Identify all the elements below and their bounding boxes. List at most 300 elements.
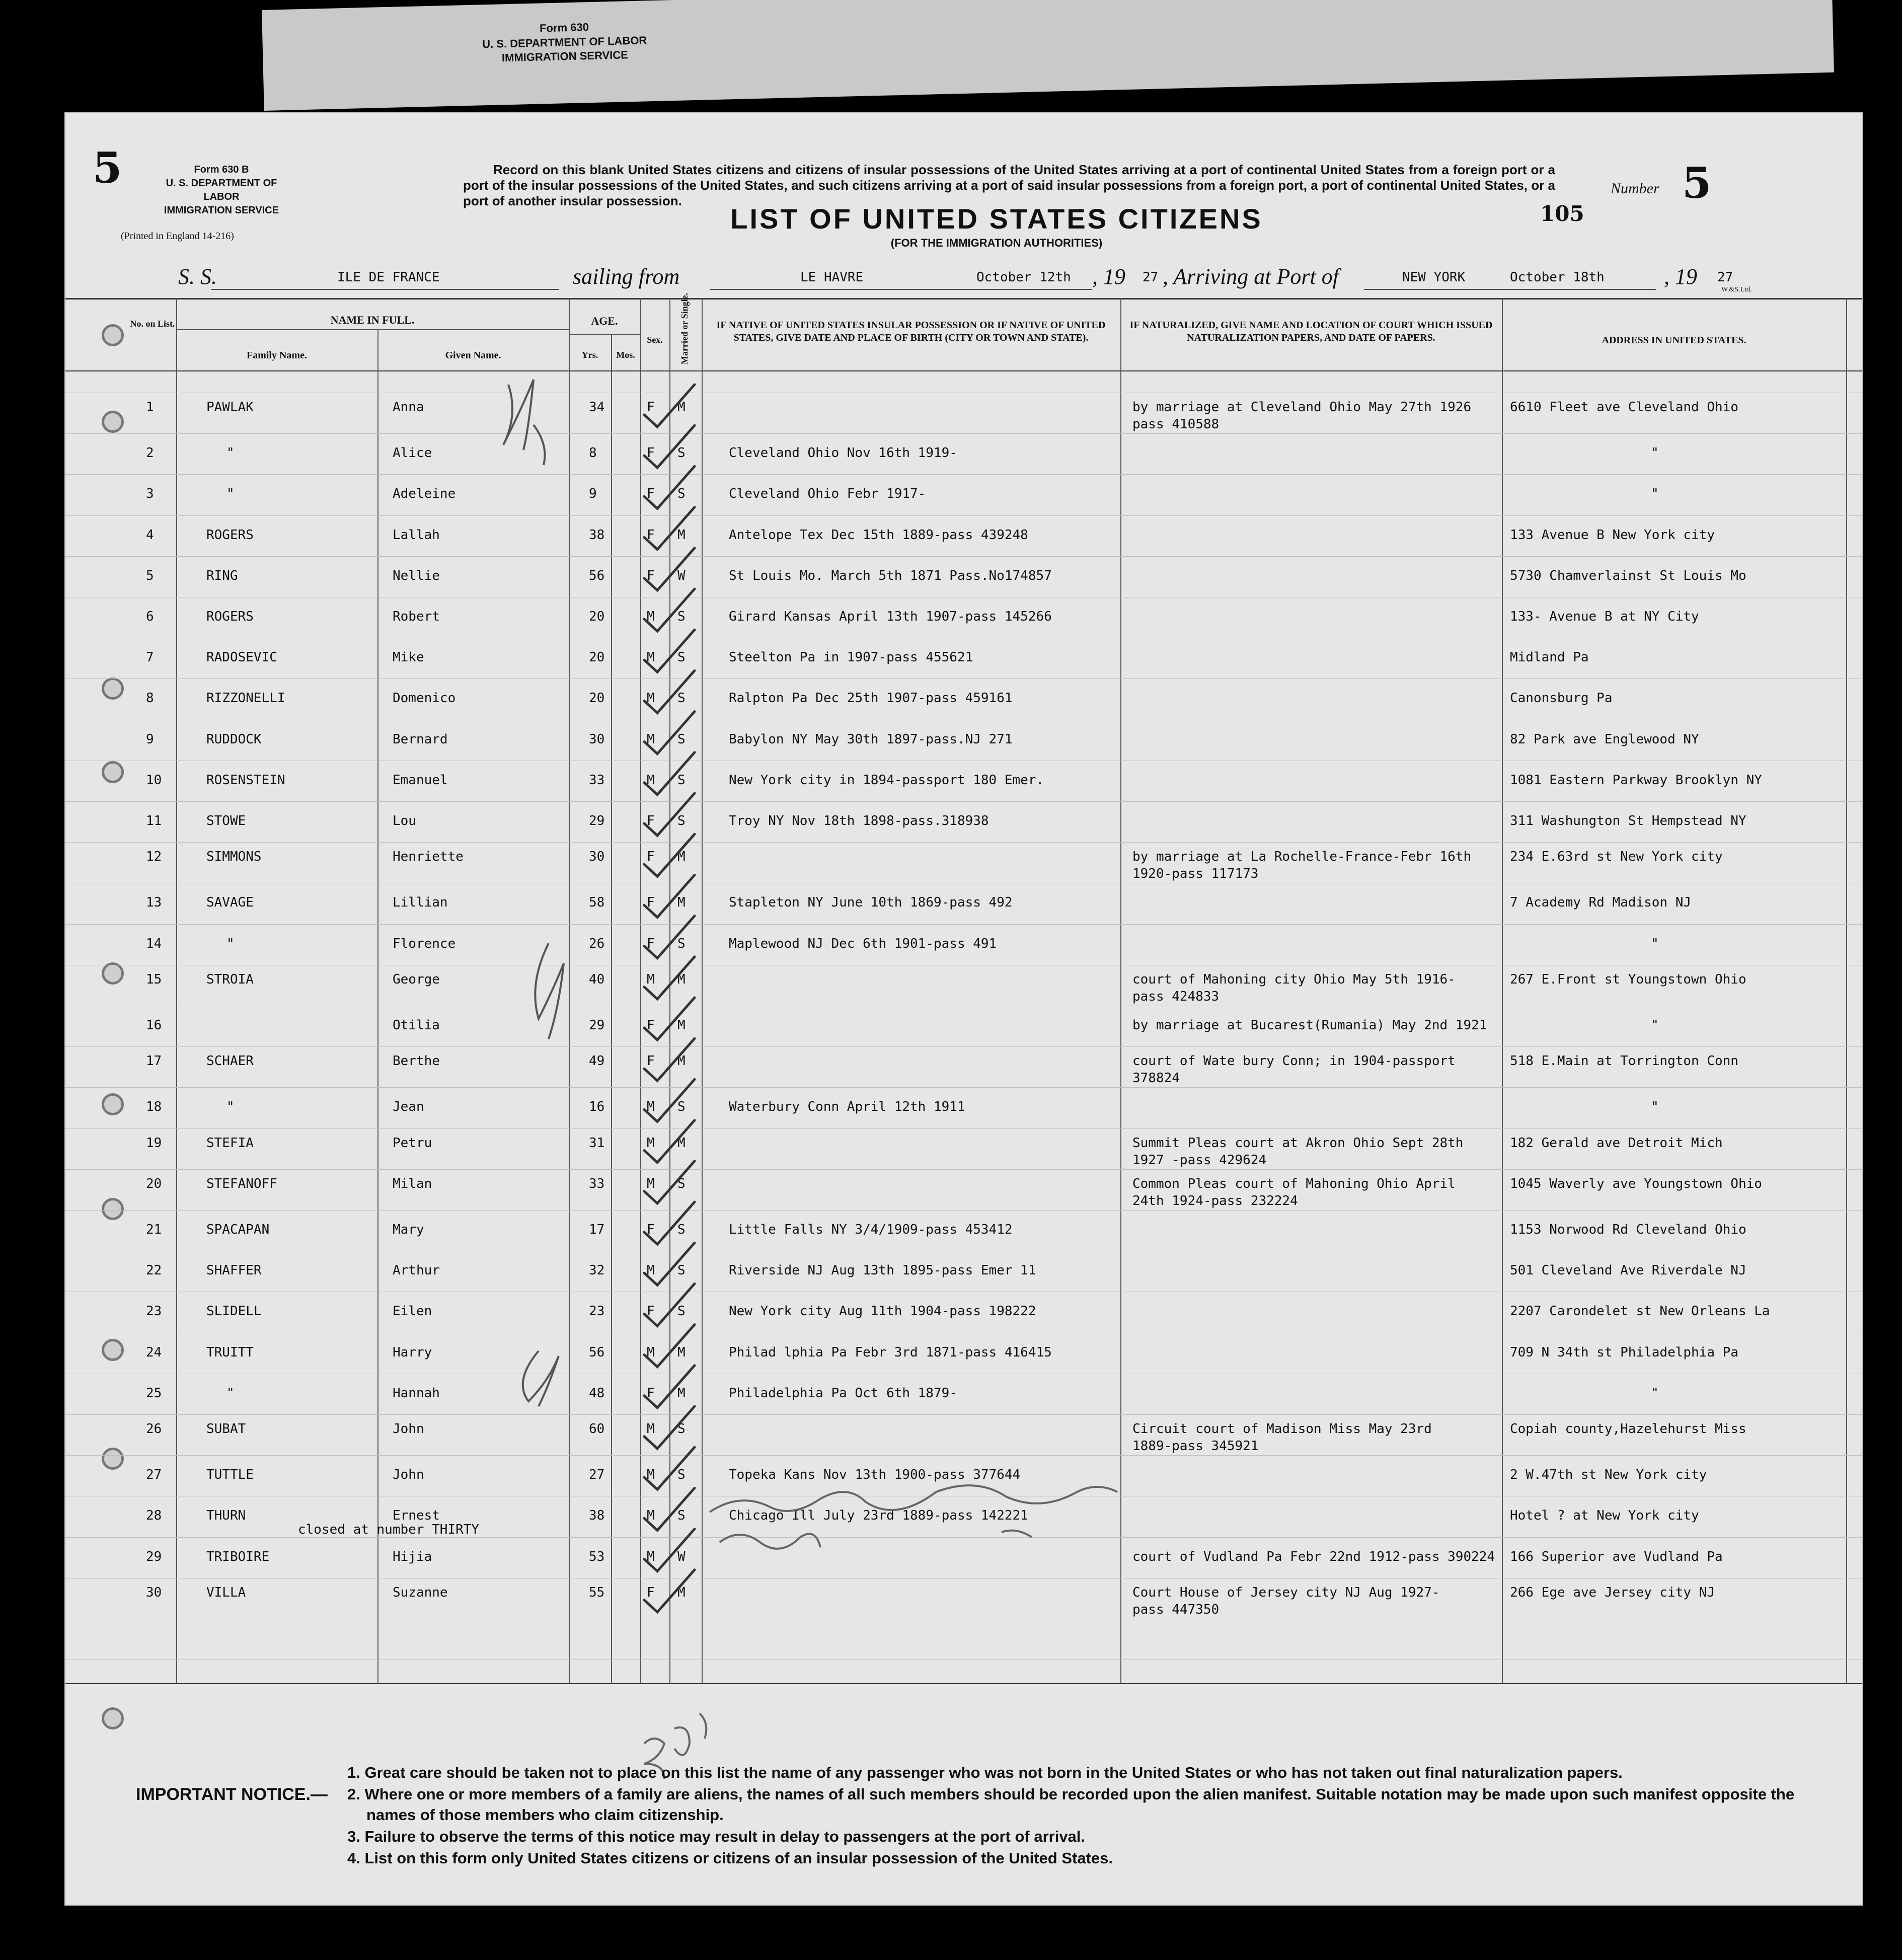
family-name: VILLA [206,1585,246,1600]
age: 31 [589,1135,605,1151]
sex: M [647,609,655,624]
marital-status: S [677,731,686,747]
address: 1153 Norwood Rd Cleveland Ohio [1510,1222,1746,1237]
sex: M [647,1549,655,1564]
family-name: SCHAER [206,1053,254,1069]
family-name: SAVAGE [206,895,254,911]
birth-place-date: Ralpton Pa Dec 25th 1907-pass 459161 [729,691,1013,706]
family-name: " [226,486,235,502]
row-number: 7 [146,650,154,665]
row-number: 26 [146,1421,162,1437]
address: " [1651,486,1659,502]
naturalization-line1: Common Pleas court of Mahoning Ohio April [1132,1176,1456,1191]
address: 133- Avenue B at NY City [1510,609,1699,624]
address: " [1651,936,1659,951]
check-mark [644,1202,695,1244]
check-mark [644,1325,695,1367]
sex: F [647,1053,655,1069]
check-mark [644,1570,695,1612]
address: " [1651,1018,1659,1033]
naturalization-line2: pass 410588 [1132,417,1220,432]
family-name: RUDDOCK [206,731,262,747]
family-name: ROGERS [206,527,254,543]
age: 34 [589,400,605,415]
year-label-2: , 19 [1664,264,1697,289]
marital-status: S [677,936,686,951]
family-name: ROSENSTEIN [206,772,285,788]
birth-place-date: Philad lphia Pa Febr 3rd 1871-pass 416415 [729,1344,1052,1360]
address: 166 Superior ave Vudland Pa [1510,1549,1723,1564]
age: 33 [589,1176,605,1191]
age: 16 [589,1099,605,1115]
sex: F [647,813,655,828]
sex: F [647,445,655,461]
family-name: " [226,445,235,461]
arriving-label: , Arriving at Port of [1163,264,1339,289]
number-label: Number [1611,180,1659,197]
check-mark [644,998,695,1040]
family-name: TRUITT [206,1344,254,1360]
birth-place-date: New York city Aug 11th 1904-pass 198222 [729,1304,1036,1319]
birth-place-date: Stapleton NY June 10th 1869-pass 492 [729,895,1013,911]
check-mark [644,875,695,917]
sex: M [647,1135,655,1151]
birth-place-date: Cleveland Ohio Febr 1917- [729,486,926,502]
given-name: Mike [393,650,424,665]
row-number: 8 [146,691,154,706]
ship-name: ILE DE FRANCE [337,270,440,285]
check-mark [644,1488,695,1530]
age: 23 [589,1304,605,1319]
address: 2207 Carondelet st New Orleans La [1510,1304,1770,1319]
list-number-right: 5 [1682,158,1712,208]
age: 55 [589,1585,605,1600]
check-mark [644,1079,695,1121]
marital-status: S [677,650,686,665]
department: U. S. DEPARTMENT OF LABOR [166,178,277,202]
row-number: 11 [146,813,162,828]
address: " [1651,1099,1659,1115]
age: 56 [589,1344,605,1360]
notice-list [347,1763,1837,1870]
naturalization-line2: 24th 1924-pass 232224 [1132,1193,1298,1209]
birth-place-date: St Louis Mo. March 5th 1871 Pass.No174857 [729,568,1052,583]
arrive-date: October 18th [1510,270,1605,285]
sex: M [647,1263,655,1278]
sex: M [647,650,655,665]
row-number: 9 [146,731,154,747]
back-sheet-form [413,17,716,67]
address: 518 E.Main at Torrington Conn [1510,1053,1738,1069]
given-name: Lallah [393,527,440,543]
row-number: 5 [146,568,154,583]
given-name: John [393,1467,424,1483]
col-address: ADDRESS IN UNITED STATES. [1602,335,1746,346]
naturalization-line1: court of Vudland Pa Febr 22nd 1912-pass 390224 [1132,1549,1495,1564]
marital-status: W [677,1549,686,1564]
row-number: 29 [146,1549,162,1564]
family-name: SLIDELL [206,1304,262,1319]
naturalization-line2: 378824 [1132,1071,1180,1086]
sex: F [647,1018,655,1033]
row-number: 23 [146,1304,162,1319]
age: 29 [589,1018,605,1033]
row-number: 1 [146,400,154,415]
sex: F [647,1385,655,1401]
row-number: 24 [146,1344,162,1360]
family-name: THURN [206,1508,246,1524]
family-name: SIMMONS [206,849,262,865]
list-number-left: 5 [93,143,122,193]
given-name: Ernest [393,1508,440,1524]
check-mark [644,670,695,713]
birth-place-date: Topeka Kans Nov 13th 1900-pass 377644 [729,1467,1021,1483]
col-age: AGE. [591,315,618,327]
check-mark [644,1447,695,1489]
age: 40 [589,971,605,987]
family-name: SPACAPAN [206,1222,270,1237]
back-sheet [262,0,1834,111]
naturalization-line1: Summit Pleas court at Akron Ohio Sept 28th [1132,1135,1464,1151]
notice-item: 3. Failure to observe the terms of this notice may result in delay to passengers at the port of arrival. [347,1827,1086,1845]
check-marks [644,385,695,1612]
naturalization-line2: 1927 -pass 429624 [1132,1152,1267,1168]
sex: M [647,971,655,987]
naturalization-line2: 1889-pass 345921 [1132,1439,1259,1454]
col-married-single: Married or Single. [679,292,690,364]
marital-status: S [677,1263,686,1278]
given-name: Petru [393,1135,432,1151]
port-from: LE HAVRE [800,270,864,285]
address: 501 Cleveland Ave Riverdale NJ [1510,1263,1746,1278]
family-name: TRIBOIRE [206,1549,270,1564]
address: 6610 Fleet ave Cleveland Ohio [1510,400,1738,415]
row-number: 14 [146,936,162,951]
family-name: RIZZONELLI [206,691,285,706]
birth-place-date: Maplewood NJ Dec 6th 1901-pass 491 [729,936,997,951]
initials-scribbles [503,380,564,1406]
family-name: STOWE [206,813,246,828]
address: 2 W.47th st New York city [1510,1467,1707,1483]
row-number: 16 [146,1018,162,1033]
address: 5730 Chamverlainst St Louis Mo [1510,568,1746,583]
year-label-1: , 19 [1092,264,1125,289]
family-name: " [226,1385,235,1401]
sailing-label: sailing from [573,264,680,289]
age: 20 [589,650,605,665]
row-number: 15 [146,971,162,987]
sex: F [647,895,655,911]
col-no: No. on List. [130,319,175,329]
port-to: NEW YORK [1402,270,1466,285]
page-subtitle: (FOR THE IMMIGRATION AUTHORITIES) [890,237,1103,249]
back-sheet-service: IMMIGRATION SERVICE [501,48,629,64]
page-number: 105 [1540,201,1584,226]
age: 32 [589,1263,605,1278]
birth-place-date: Riverside NJ Aug 13th 1895-pass Emer 11 [729,1263,1036,1278]
check-mark [644,425,695,468]
notice-item: 2. Where one or more members of a family are aliens, the names of all such members should be recorded upon the alien manifest. Suitable notation may be made upon such manifest opposite the names of those members who claim citizenship. [347,1785,1795,1824]
row-number: 22 [146,1263,162,1278]
given-name: Jean [393,1099,424,1115]
address: Copiah county,Hazelehurst Miss [1510,1421,1746,1437]
check-mark [644,1038,695,1081]
given-name: Milan [393,1176,432,1191]
marital-status: S [677,1222,686,1237]
marital-status: S [677,691,686,706]
address: 82 Park ave Englewood NY [1510,731,1699,747]
birth-place-date: Chicago Ill July 23rd 1889-pass 142221 [729,1508,1028,1524]
ss-label: S. S. [178,264,217,289]
sex: F [647,1222,655,1237]
sex: M [647,1344,655,1360]
address: 133 Avenue B New York city [1510,527,1715,543]
handwritten-marks [65,113,1862,1905]
sex: M [647,731,655,747]
family-name: STEFIA [206,1135,254,1151]
form-number: Form 630 B [194,164,249,175]
given-name: Suzanne [393,1585,448,1600]
check-mark [644,957,695,999]
address: 1081 Eastern Parkway Brooklyn NY [1510,772,1762,788]
row-number: 6 [146,609,154,624]
marital-status: S [677,445,686,461]
sex: F [647,400,655,415]
marital-status: M [677,400,686,415]
check-mark [644,752,695,795]
given-name: George [393,971,440,987]
marital-status: S [677,1304,686,1319]
given-name: Bernard [393,731,448,747]
check-mark [644,1243,695,1285]
family-name: SUBAT [206,1421,246,1437]
sex: F [647,527,655,543]
naturalization-line1: court of Mahoning city Ohio May 5th 1916- [1132,971,1456,987]
marital-status: S [677,813,686,828]
check-mark [644,793,695,836]
given-name: Hijia [393,1549,432,1564]
sail-year: 27 [1143,270,1159,285]
marital-status: M [677,1053,686,1069]
naturalization-line1: court of Wate bury Conn; in 1904-passport [1132,1053,1456,1069]
service: IMMIGRATION SERVICE [164,205,279,216]
row-number: 17 [146,1053,162,1069]
birth-place-date: Troy NY Nov 18th 1898-pass.318938 [729,813,989,828]
family-name: RING [206,568,238,583]
given-name: Nellie [393,568,440,583]
given-name: Domenico [393,691,456,706]
birth-place-date: Antelope Tex Dec 15th 1889-pass 439248 [729,527,1028,543]
naturalization-line2: 1920-pass 117173 [1132,866,1259,882]
col-name-in-full: NAME IN FULL. [330,314,415,326]
check-mark [644,385,695,427]
given-name: Arthur [393,1263,440,1278]
naturalization-line1: Court House of Jersey city NJ Aug 1927- [1132,1585,1440,1600]
col-birth: IF NATIVE OF UNITED STATES INSULAR POSSESSION OR IF NATIVE OF UNITED STATES, GIVE DATE AND PLACE OF BIRTH (CITY OR TOWN AND STATE). [716,320,1106,343]
marital-status: M [677,1018,686,1033]
sail-date: October 12th [976,270,1071,285]
given-name: Eilen [393,1304,432,1319]
check-mark [644,1366,695,1408]
col-yrs: Yrs. [581,350,598,360]
age: 56 [589,568,605,583]
age: 27 [589,1467,605,1483]
sex: F [647,1304,655,1319]
row-number: 27 [146,1467,162,1483]
given-name: Mary [393,1222,424,1237]
sex: M [647,1508,655,1524]
age: 60 [589,1421,605,1437]
given-name: Alice [393,445,432,461]
row-number: 20 [146,1176,162,1191]
sex: F [647,568,655,583]
given-name: John [393,1421,424,1437]
age: 38 [589,1508,605,1524]
row-number: 28 [146,1508,162,1524]
sex: F [647,849,655,865]
row-number: 13 [146,895,162,911]
given-name: Berthe [393,1053,440,1069]
given-name: Henriette [393,849,464,865]
marital-status: M [677,1135,686,1151]
col-sex: Sex. [647,335,663,345]
age: 38 [589,527,605,543]
birth-place-date: Babylon NY May 30th 1897-pass.NJ 271 [729,731,1013,747]
age: 9 [589,486,597,502]
birth-place-date: Girard Kansas April 13th 1907-pass 145266 [729,609,1052,624]
age: 33 [589,772,605,788]
given-name: Anna [393,400,424,415]
marital-status: M [677,971,686,987]
check-mark [644,1284,695,1326]
check-mark [644,834,695,876]
check-mark [644,630,695,672]
check-mark [644,712,695,754]
age: 20 [589,609,605,624]
naturalization-line1: by marriage at Bucarest(Rumania) May 2nd 1921 [1132,1018,1487,1033]
given-name: Emanuel [393,772,448,788]
row-number: 3 [146,486,154,502]
col-given-name: Given Name. [445,350,501,361]
row-number: 10 [146,772,162,788]
age: 26 [589,936,605,951]
check-mark [644,1529,695,1571]
row-number: 4 [146,527,154,543]
address: 709 N 34th st Philadelphia Pa [1510,1344,1738,1360]
check-mark [644,548,695,590]
age: 58 [589,895,605,911]
marital-status: M [677,1344,686,1360]
sex: F [647,936,655,951]
given-name: Hannah [393,1385,440,1401]
printer-mark: W.&S.Ltd. [1721,286,1752,293]
marital-status: M [677,527,686,543]
age: 29 [589,813,605,828]
sex: M [647,1467,655,1483]
sex: M [647,691,655,706]
given-name: Lou [393,813,416,828]
check-mark [644,916,695,958]
col-naturalized: IF NATURALIZED, GIVE NAME AND LOCATION OF COURT WHICH ISSUED NATURALIZATION PAPERS, AND DATE OF PAPERS. [1129,320,1493,343]
arrive-year: 27 [1717,270,1733,285]
sex: M [647,1421,655,1437]
row-number: 12 [146,849,162,865]
check-mark [644,466,695,508]
age: 30 [589,849,605,865]
naturalization-line1: Circuit court of Madison Miss May 23rd [1132,1421,1432,1437]
marital-status: M [677,849,686,865]
age: 17 [589,1222,605,1237]
instructions: Record on this blank United States citizens and citizens of insular possessions of the United States arriving at a port of continental United States from a foreign port or a port of the insular possessions of the United States, and such citizens arriving at a port of said insular possessions from a foreign port, a port of continental United States, or a port of another insular possession. [463,162,1555,209]
family-name: SHAFFER [206,1263,262,1278]
notice-item: 4. List on this form only United States citizens or citizens of an insular possession of the United States. [347,1849,1113,1867]
age: 20 [589,691,605,706]
sex: M [647,1099,655,1115]
family-name: STROIA [206,971,254,987]
family-name: " [226,936,235,951]
address: 7 Academy Rd Madison NJ [1510,895,1692,911]
address: 234 E.63rd st New York city [1510,849,1723,865]
marital-status: M [677,1585,686,1600]
marital-status: S [677,1508,686,1524]
check-mark [644,1161,695,1203]
family-name: STEFANOFF [206,1176,277,1191]
col-mos: Mos. [616,350,635,360]
given-name: Florence [393,936,456,951]
address: Canonsburg Pa [1510,691,1613,706]
address: 267 E.Front st Youngstown Ohio [1510,971,1746,987]
birth-place-date: Philadelphia Pa Oct 6th 1879- [729,1385,957,1401]
birth-place-date: Cleveland Ohio Nov 16th 1919- [729,445,957,461]
family-name: PAWLAK [206,400,254,415]
back-sheet-dept: U. S. DEPARTMENT OF LABOR [482,33,647,50]
marital-status: S [677,1421,686,1437]
age: 30 [589,731,605,747]
marital-status: S [677,772,686,788]
check-mark [644,589,695,631]
marital-status: M [677,1385,686,1401]
sex: M [647,1176,655,1191]
family-name: TUTTLE [206,1467,254,1483]
row-number: 30 [146,1585,162,1600]
address: Hotel ? at New York city [1510,1508,1699,1524]
marital-status: W [677,568,686,583]
check-mark [644,1406,695,1449]
row-number: 2 [146,445,154,461]
given-name: Adeleine [393,486,456,502]
family-name: RADOSEVIC [206,650,277,665]
sex: M [647,772,655,788]
row-number: 19 [146,1135,162,1151]
marital-status: S [677,486,686,502]
address: 311 Washungton St Hempstead NY [1510,813,1746,828]
marital-status: S [677,1467,686,1483]
naturalization-line1: by marriage at Cleveland Ohio May 27th 1926 [1132,400,1472,415]
address: " [1651,1385,1659,1401]
age: 8 [589,445,597,461]
marital-status: S [677,1099,686,1115]
family-name: " [226,1099,235,1115]
given-name: Lillian [393,895,448,911]
check-mark [644,507,695,550]
address: 1045 Waverly ave Youngstown Ohio [1510,1176,1762,1191]
marital-status: S [677,609,686,624]
naturalization-line2: pass 424833 [1132,989,1220,1004]
given-name: Harry [393,1344,432,1360]
back-sheet-form-no: Form 630 [539,21,589,35]
naturalization-line2: pass 447350 [1132,1602,1220,1617]
given-name: Otilia [393,1018,440,1033]
